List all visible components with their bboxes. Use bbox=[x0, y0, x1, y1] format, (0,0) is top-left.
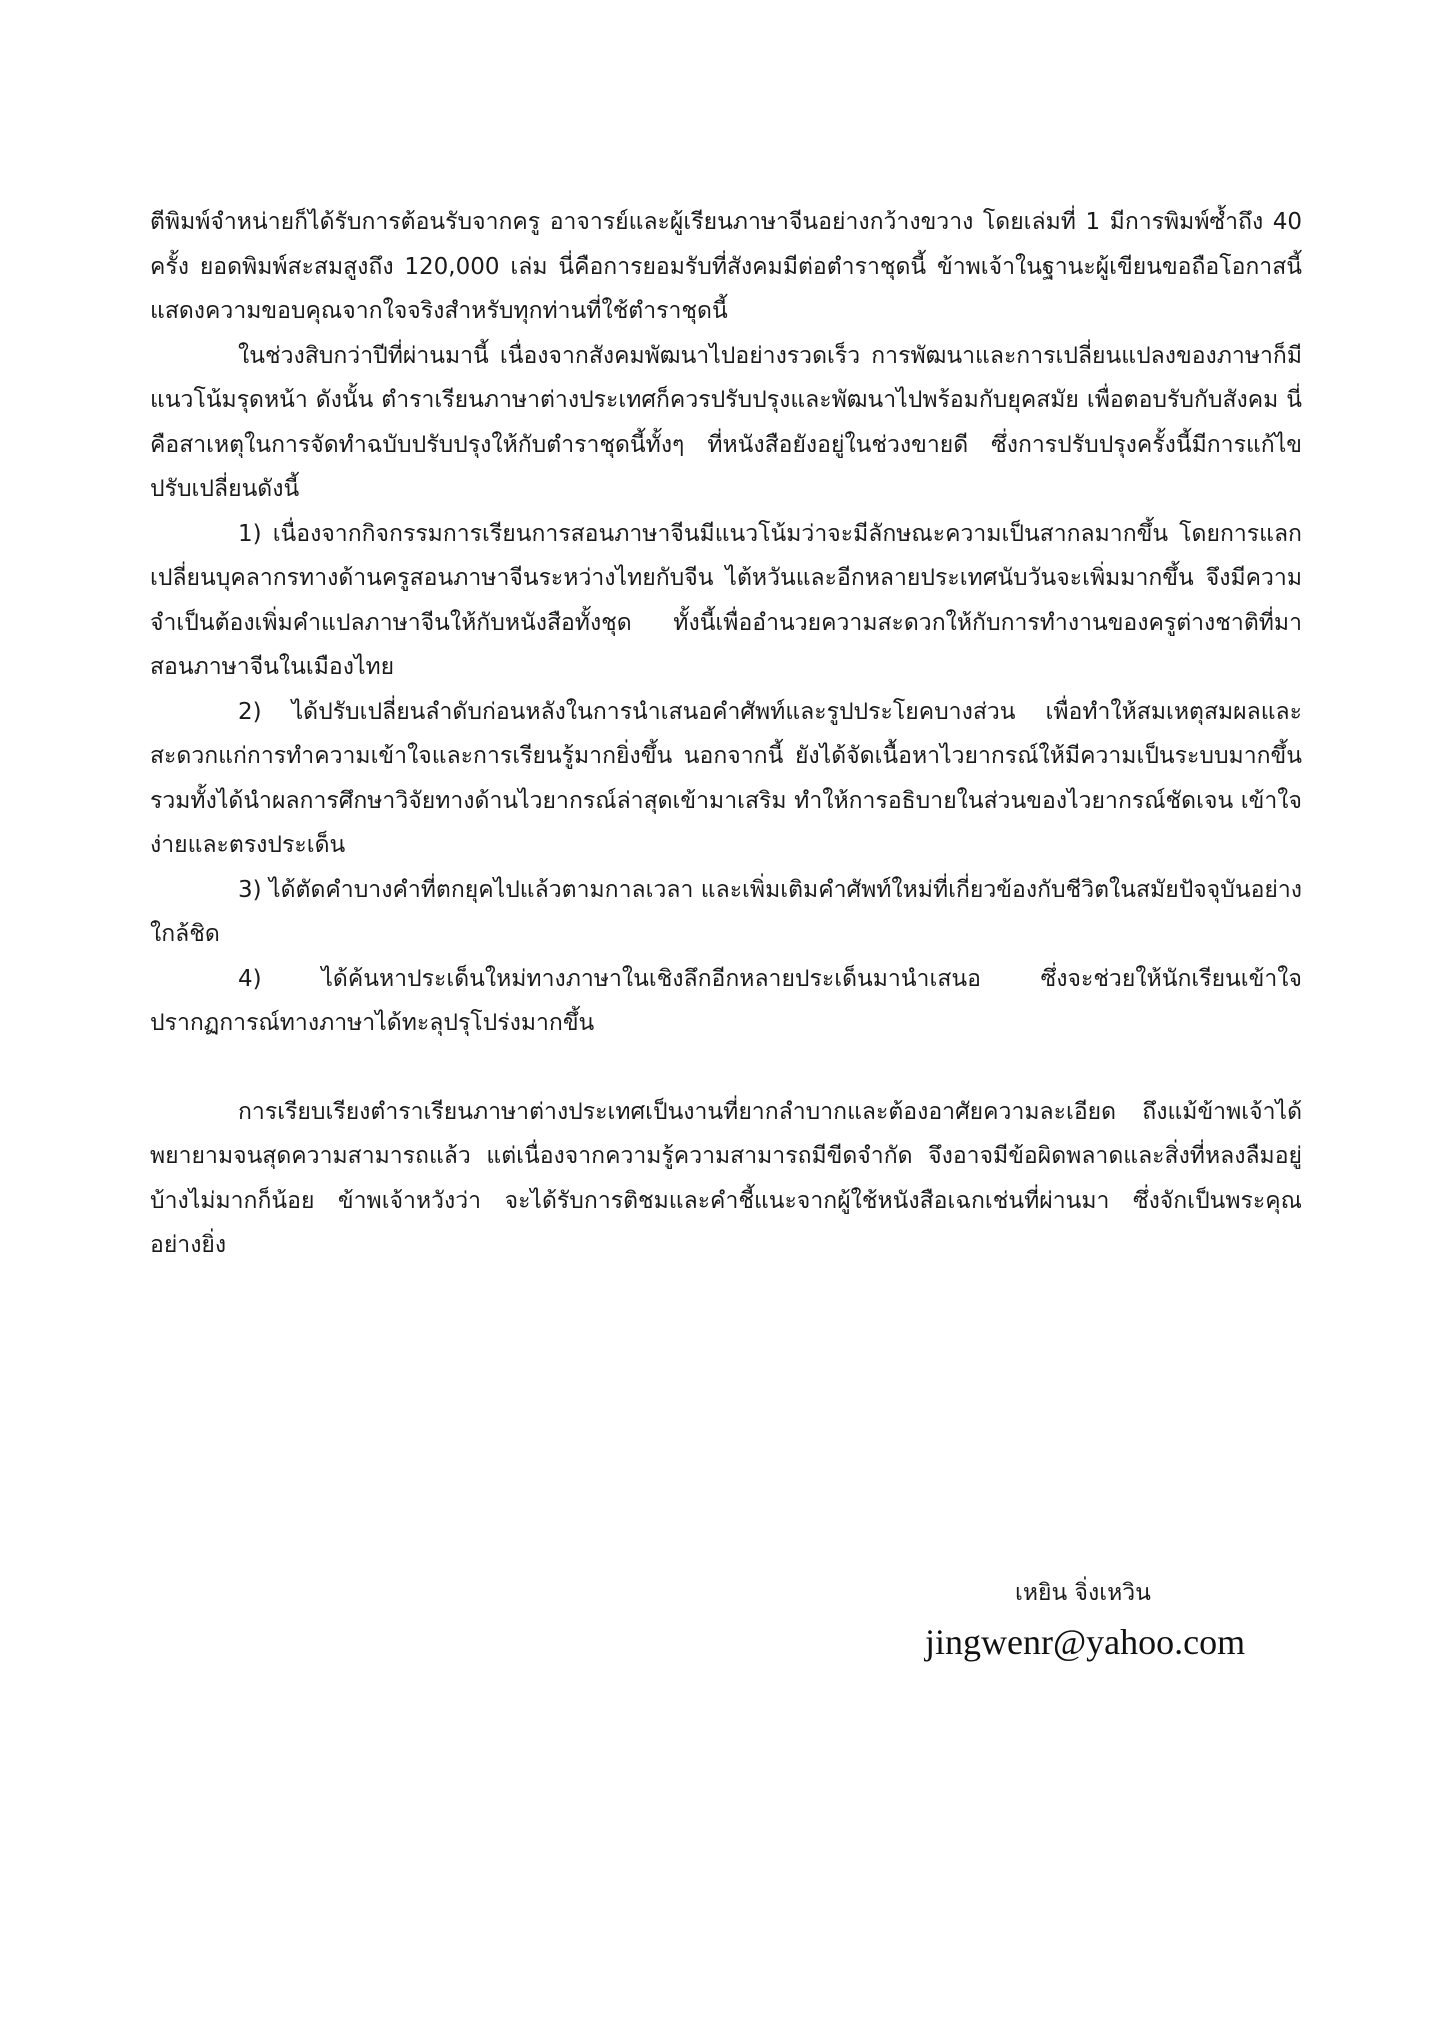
paragraph-revision-reason: ในช่วงสิบกว่าปีที่ผ่านมานี้ เนื่องจากสังคมพัฒนาไปอย่างรวดเร็ว การพัฒนาและการเปลี่ยนแปลงของภาษาก็มีแนวโน้มรุดหน้า ดังนั้น ตำราเรียนภาษาต่างประเทศก็ควรปรับปรุงและพัฒนาไปพร้อมกับยุคสมัย เพื่อตอบรับกับสังคม นี่คือสาเหตุในการจัดทำฉบับปรับปรุงให้กับตำราชุดนี้ทั้งๆ ที่หนังสือยังอยู่ในช่วงขายดี ซึ่งการปรับปรุงครั้งนี้มีการแก้ไขปรับเปลี่ยนดังนี้ bbox=[150, 342, 1302, 502]
paragraph-item-4: 4) ได้ค้นหาประเด็นใหม่ทางภาษาในเชิงลึกอีกหลายประเด็นมานำเสนอ ซึ่งจะช่วยให้นักเรียนเข้าใจปรากฏการณ์ทางภาษาได้ทะลุปรุโปร่งมากขึ้น bbox=[150, 965, 1302, 1036]
document-body bbox=[150, 200, 1302, 1268]
paragraph-closing: การเรียบเรียงตำราเรียนภาษาต่างประเทศเป็นงานที่ยากลำบากและต้องอาศัยความละเอียด ถึงแม้ข้าพเจ้าได้พยายามจนสุดความสามารถแล้ว แต่เนื่องจากความรู้ความสามารถมีขีดจำกัด จึงอาจมีข้อผิดพลาดและสิ่งที่หลงลืมอยู่บ้างไม่มากก็น้อย ข้าพเจ้าหวังว่า จะได้รับการติชมและคำชี้แนะจากผู้ใช้หนังสือเฉกเช่นที่ผ่านมา ซึ่งจักเป็นพระคุณอย่างยิ่ง bbox=[150, 1098, 1302, 1258]
paragraph-item-3: 3) ได้ตัดคำบางคำที่ตกยุคไปแล้วตามกาลเวลา และเพิ่มเติมคำศัพท์ใหม่ที่เกี่ยวข้องกับชีวิตในสมัยปัจจุบันอย่างใกล้ชิด bbox=[150, 876, 1302, 947]
paragraph-intro: ตีพิมพ์จำหน่ายก็ได้รับการต้อนรับจากครู อาจารย์และผู้เรียนภาษาจีนอย่างกว้างขวาง โดยเล่มที่ 1 มีการพิมพ์ซ้ำถึง 40 ครั้ง ยอดพิมพ์สะสมสูงถึง 120,000 เล่ม นี่คือการยอมรับที่สังคมมีต่อตำราชุดนี้ ข้าพเจ้าในฐานะผู้เขียนขอถือโอกาสนี้แสดงความขอบคุณจากใจจริงสำหรับทุกท่านที่ใช้ตำราชุดนี้ bbox=[150, 209, 1302, 324]
author-name: เหยิน จิ่งเหวิน bbox=[1015, 1580, 1151, 1606]
paragraph-item-2: 2) ได้ปรับเปลี่ยนลำดับก่อนหลังในการนำเสนอคำศัพท์และรูปประโยคบางส่วน เพื่อทำให้สมเหตุสมผลและสะดวกแก่การทำความเข้าใจและการเรียนรู้มากยิ่งขึ้น นอกจากนี้ ยังได้จัดเนื้อหาไวยากรณ์ให้มีความเป็นระบบมากขึ้น รวมทั้งได้นำผลการศึกษาวิจัยทางด้านไวยากรณ์ล่าสุดเข้ามาเสริม ทำให้การอธิบายในส่วนของไวยากรณ์ชัดเจน เข้าใจง่ายและตรงประเด็น bbox=[150, 698, 1302, 858]
author-email: jingwenr@yahoo.com bbox=[925, 1622, 1246, 1662]
paragraph-item-1: 1) เนื่องจากกิจกรรมการเรียนการสอนภาษาจีนมีแนวโน้มว่าจะมีลักษณะความเป็นสากลมากขึ้น โดยการแลกเปลี่ยนบุคลากรทางด้านครูสอนภาษาจีนระหว่างไทยกับจีน ไต้หวันและอีกหลายประเทศนับวันจะเพิ่มมากขึ้น จึงมีความจำเป็นต้องเพิ่มคำแปลภาษาจีนให้กับหนังสือทั้งชุด ทั้งนี้เพื่ออำนวยความสะดวกให้กับการทำงานของครูต่างชาติที่มาสอนภาษาจีนในเมืองไทย bbox=[150, 520, 1302, 680]
